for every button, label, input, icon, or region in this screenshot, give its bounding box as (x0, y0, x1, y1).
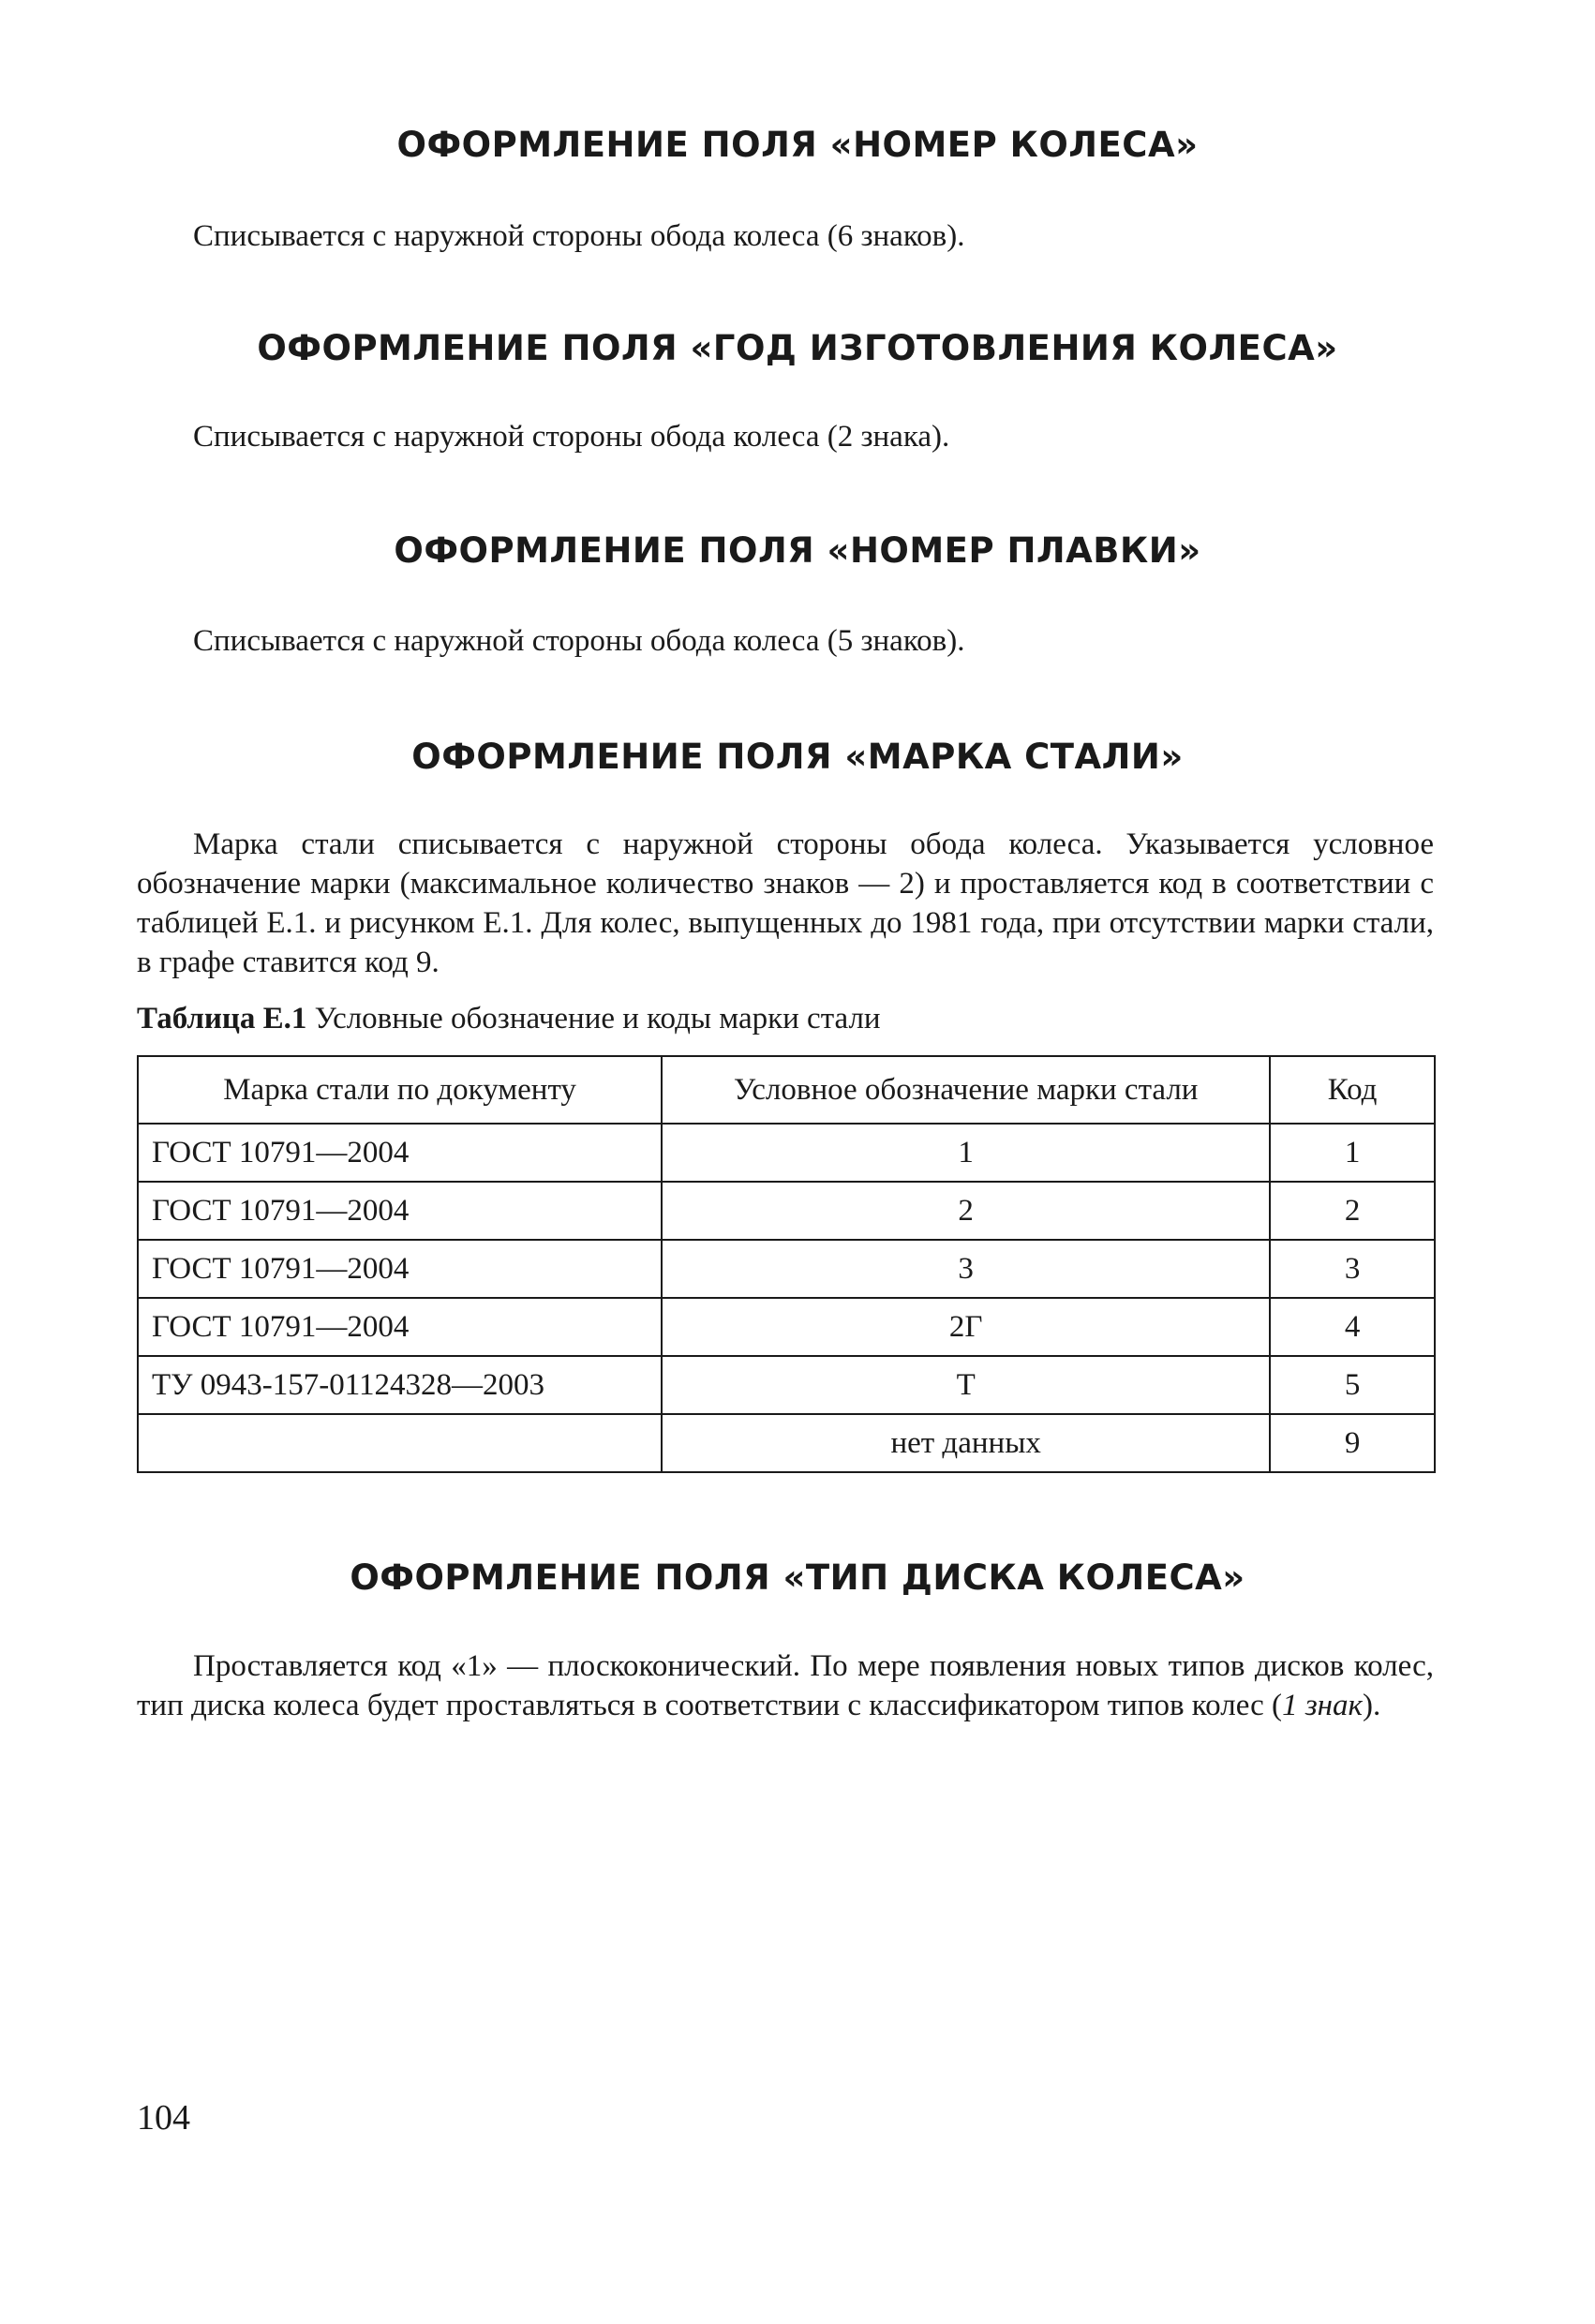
cell-designation: 2 (662, 1182, 1270, 1240)
paragraph-steel-grade: Марка стали списывается с наружной стороны обода колеса. Указывается условное обозначение марки (максимальное количество знаков — 2) и проставляется код в соответствии с таблицей Е.1. и рисунком Е.1. Для колес, выпущенных до 1981 года, при отсутствии марки стали, в графе ставится код 9. (137, 827, 1434, 979)
table-row (138, 1182, 1435, 1240)
cell-designation: нет данных (662, 1414, 1270, 1472)
cell-code: 3 (1270, 1240, 1435, 1298)
steel-grade-table (137, 1055, 1436, 1473)
cell-document: ГОСТ 10791—2004 (138, 1182, 662, 1240)
heading-steel-grade: ОФОРМЛЕНИЕ ПОЛЯ «МАРКА СТАЛИ» (411, 737, 1184, 777)
cell-document: ГОСТ 10791—2004 (138, 1298, 662, 1356)
cell-designation: 2Г (662, 1298, 1270, 1356)
table-header-row (138, 1056, 1435, 1124)
paragraph-disc-type-main: Проставляется код «1» — плоскоконический. По мере появления новых типов дисков колес, тип диска колеса будет проставляться в соответствии с классификатором типов колес ( (137, 1649, 1434, 1722)
table-caption-label: Таблица Е.1 (137, 1002, 307, 1035)
header-code: Код (1270, 1056, 1435, 1124)
heading-disc-type: ОФОРМЛЕНИЕ ПОЛЯ «ТИП ДИСКА КОЛЕСА» (350, 1557, 1245, 1598)
cell-designation: Т (662, 1356, 1270, 1414)
table-row (138, 1356, 1435, 1414)
header-steel-document: Марка стали по документу (138, 1056, 662, 1124)
cell-code: 2 (1270, 1182, 1435, 1240)
cell-document (138, 1414, 662, 1472)
cell-document: ГОСТ 10791—2004 (138, 1124, 662, 1182)
table-row (138, 1298, 1435, 1356)
heading-melt-number: ОФОРМЛЕНИЕ ПОЛЯ «НОМЕР ПЛАВКИ» (394, 530, 1201, 571)
header-steel-designation: Условное обозначение марки стали (662, 1056, 1270, 1124)
page-number: 104 (137, 2098, 190, 2138)
heading-wheel-year: ОФОРМЛЕНИЕ ПОЛЯ «ГОД ИЗГОТОВЛЕНИЯ КОЛЕСА» (257, 328, 1338, 368)
paragraph-disc-type-end: ). (1363, 1689, 1381, 1722)
paragraph-melt-number: Списывается с наружной стороны обода колеса (5 знаков). (193, 624, 965, 658)
table-row (138, 1240, 1435, 1298)
cell-designation: 3 (662, 1240, 1270, 1298)
paragraph-disc-type (137, 1646, 1434, 1725)
cell-document: ГОСТ 10791—2004 (138, 1240, 662, 1298)
cell-code: 9 (1270, 1414, 1435, 1472)
table-row (138, 1414, 1435, 1472)
paragraph-disc-type-italic: 1 знак (1282, 1689, 1363, 1722)
paragraph-wheel-number: Списывается с наружной стороны обода колеса (6 знаков). (193, 219, 965, 253)
table-caption (137, 999, 881, 1038)
table-row (138, 1124, 1435, 1182)
paragraph-wheel-year: Списывается с наружной стороны обода колеса (2 знака). (193, 420, 950, 454)
cell-code: 1 (1270, 1124, 1435, 1182)
cell-code: 4 (1270, 1298, 1435, 1356)
heading-wheel-number: ОФОРМЛЕНИЕ ПОЛЯ «НОМЕР КОЛЕСА» (396, 125, 1199, 165)
cell-designation: 1 (662, 1124, 1270, 1182)
cell-code: 5 (1270, 1356, 1435, 1414)
table-caption-text: Условные обозначение и коды марки стали (306, 1002, 881, 1035)
cell-document: ТУ 0943-157-01124328—2003 (138, 1356, 662, 1414)
